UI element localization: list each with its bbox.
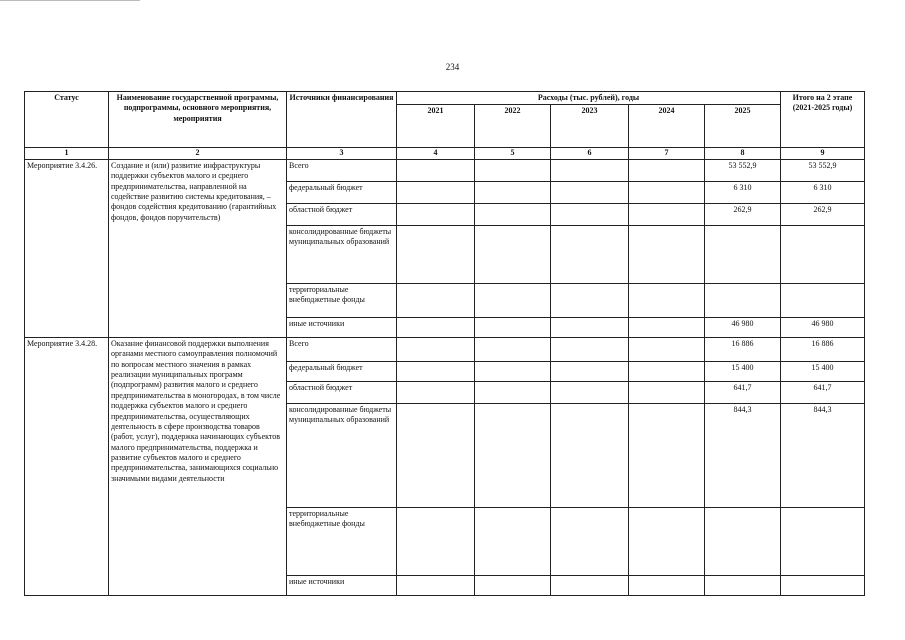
row-total: 15 400 — [781, 361, 865, 381]
row-value: 16 886 — [705, 337, 781, 361]
row-name: Оказание финансовой поддержки выполнения органами местного самоуправления полномочий по вопросам местного значения в рамках реализации муниципальных программ (подпрограмм) развития малого и среднего предпринимательства в моногородах, в том числе поддержка субъектов малого и среднего предпринимательства, осуществляющих деятельность в сфере производства товаров (работ, услуг), поддержка начинающих субъектов малого предпринимательства, поддержка и развитие субъектов малого и среднего предпринимательства, занимающихся социально значимыми видами деятельности — [109, 337, 287, 595]
row-value — [475, 203, 551, 225]
row-value — [475, 337, 551, 361]
column-number: 5 — [475, 148, 551, 159]
row-value — [397, 181, 475, 203]
row-value — [397, 361, 475, 381]
row-value — [629, 159, 705, 181]
row-value — [629, 181, 705, 203]
row-total: 6 310 — [781, 181, 865, 203]
row-value — [629, 381, 705, 403]
row-value — [397, 381, 475, 403]
row-value — [551, 225, 629, 283]
row-source: иные источники — [287, 317, 397, 337]
row-value: 53 552,9 — [705, 159, 781, 181]
header-year: 2024 — [629, 105, 705, 148]
budget-table — [24, 91, 865, 596]
row-total: 16 886 — [781, 337, 865, 361]
row-value — [629, 575, 705, 595]
header-expenses: Расходы (тыс. рублей), годы — [397, 92, 781, 105]
table-row — [25, 159, 865, 181]
column-number: 6 — [551, 148, 629, 159]
header-name: Наименование государственной программы, подпрограммы, основного мероприятия, мероприятия — [109, 92, 287, 148]
header-year: 2023 — [551, 105, 629, 148]
row-value — [551, 283, 629, 317]
row-value — [475, 507, 551, 575]
header-source: Источники финансирования — [287, 92, 397, 148]
row-value — [629, 317, 705, 337]
row-value — [551, 575, 629, 595]
row-value: 641,7 — [705, 381, 781, 403]
row-total: 641,7 — [781, 381, 865, 403]
row-total — [781, 575, 865, 595]
row-value — [397, 225, 475, 283]
row-total — [781, 225, 865, 283]
row-total — [781, 283, 865, 317]
row-total: 46 980 — [781, 317, 865, 337]
header-year: 2021 — [397, 105, 475, 148]
row-value — [551, 337, 629, 361]
row-value — [475, 181, 551, 203]
row-value: 15 400 — [705, 361, 781, 381]
row-value: 46 980 — [705, 317, 781, 337]
column-number: 4 — [397, 148, 475, 159]
row-value — [629, 283, 705, 317]
row-status: Мероприятие 3.4.28. — [25, 337, 109, 595]
row-value — [475, 381, 551, 403]
row-source: Всего — [287, 159, 397, 181]
row-value — [397, 507, 475, 575]
row-value — [551, 403, 629, 507]
row-value — [397, 159, 475, 181]
row-value — [551, 381, 629, 403]
row-source: областной бюджет — [287, 203, 397, 225]
row-source: федеральный бюджет — [287, 361, 397, 381]
row-status: Мероприятие 3.4.26. — [25, 159, 109, 337]
row-total: 262,9 — [781, 203, 865, 225]
row-source: консолидированные бюджеты муниципальных образований — [287, 403, 397, 507]
row-source: территориальные внебюджетные фонды — [287, 507, 397, 575]
column-number: 1 — [25, 148, 109, 159]
header-year: 2022 — [475, 105, 551, 148]
row-value — [397, 283, 475, 317]
row-value — [629, 507, 705, 575]
row-value — [705, 283, 781, 317]
header-year: 2025 — [705, 105, 781, 148]
row-value — [397, 337, 475, 361]
row-value — [551, 181, 629, 203]
column-number: 2 — [109, 148, 287, 159]
row-value — [551, 317, 629, 337]
row-total: 53 552,9 — [781, 159, 865, 181]
row-value — [705, 225, 781, 283]
row-value — [475, 403, 551, 507]
column-number: 8 — [705, 148, 781, 159]
row-total — [781, 507, 865, 575]
row-value — [397, 203, 475, 225]
page-number: 234 — [445, 62, 460, 72]
header-status: Статус — [25, 92, 109, 148]
row-source: областной бюджет — [287, 381, 397, 403]
column-number-row — [25, 148, 865, 159]
row-source: иные источники — [287, 575, 397, 595]
scan-edge-line — [0, 0, 140, 1]
column-number: 9 — [781, 148, 865, 159]
row-value — [629, 203, 705, 225]
row-value — [629, 225, 705, 283]
row-source: Всего — [287, 337, 397, 361]
row-source: федеральный бюджет — [287, 181, 397, 203]
row-name: Создание и (или) развитие инфраструктуры поддержки субъектов малого и среднего предпринимательства, направленной на содействие развитию системы кредитования, – фондов содействия кредитованию (гарантийных фондов, фондов поручительств) — [109, 159, 287, 337]
row-value: 844,3 — [705, 403, 781, 507]
row-value — [475, 575, 551, 595]
row-value — [475, 159, 551, 181]
row-value — [629, 337, 705, 361]
header-total: Итого на 2 этапе (2021-2025 годы) — [781, 92, 865, 148]
row-total: 844,3 — [781, 403, 865, 507]
row-source: консолидированные бюджеты муниципальных образований — [287, 225, 397, 283]
row-value: 6 310 — [705, 181, 781, 203]
row-value — [397, 317, 475, 337]
row-source: территориальные внебюджетные фонды — [287, 283, 397, 317]
row-value — [551, 159, 629, 181]
row-value — [475, 283, 551, 317]
row-value — [705, 575, 781, 595]
row-value — [551, 203, 629, 225]
row-value — [475, 225, 551, 283]
row-value — [551, 361, 629, 381]
row-value — [475, 317, 551, 337]
row-value — [397, 575, 475, 595]
column-number: 7 — [629, 148, 705, 159]
row-value — [475, 361, 551, 381]
table-row — [25, 337, 865, 361]
row-value — [551, 507, 629, 575]
row-value — [629, 361, 705, 381]
row-value — [629, 403, 705, 507]
column-number: 3 — [287, 148, 397, 159]
row-value — [397, 403, 475, 507]
row-value — [705, 507, 781, 575]
row-value: 262,9 — [705, 203, 781, 225]
